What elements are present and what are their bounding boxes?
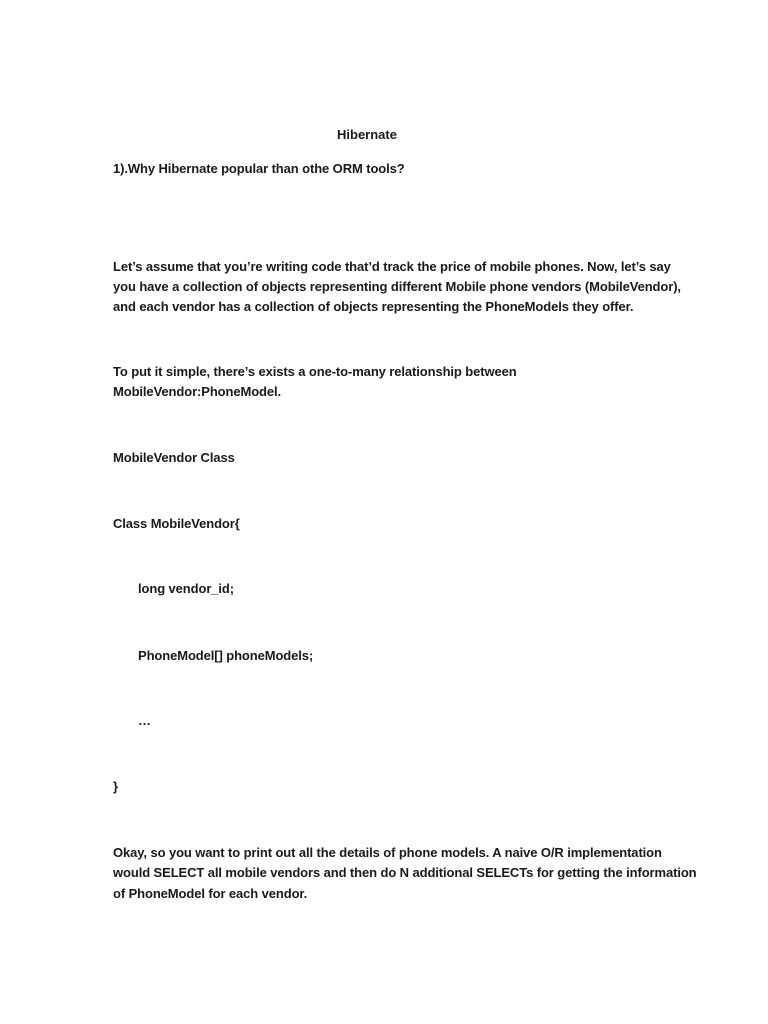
document-title: Hibernate [337, 127, 397, 142]
paragraph-1-line-1: Let’s assume that you’re writing code that’d track the price of mobile phones. Now, let’s say [113, 259, 671, 274]
paragraph-3-line-3: of PhoneModel for each vendor. [113, 886, 308, 901]
paragraph-1-line-2: you have a collection of objects representing different Mobile phone vendors (MobileVendor), [113, 279, 681, 294]
paragraph-3-line-2: would SELECT all mobile vendors and then do N additional SELECTs for getting the information [113, 865, 697, 880]
code-class-open: Class MobileVendor{ [113, 516, 240, 531]
question-heading: 1).Why Hibernate popular than othe ORM tools? [113, 161, 405, 176]
paragraph-2-line-2: MobileVendor:PhoneModel. [113, 384, 282, 399]
class-heading: MobileVendor Class [113, 450, 235, 465]
code-field-vendor-id: long vendor_id; [138, 581, 235, 596]
paragraph-2-line-1: To put it simple, there’s exists a one-to-many relationship between [113, 364, 517, 379]
code-class-close: } [113, 779, 118, 794]
paragraph-3-line-1: Okay, so you want to print out all the details of phone models. A naive O/R implementation [113, 845, 662, 860]
code-ellipsis: … [138, 713, 151, 728]
paragraph-1-line-3: and each vendor has a collection of objects representing the PhoneModels they offer. [113, 299, 634, 314]
code-field-phone-models: PhoneModel[] phoneModels; [138, 648, 314, 663]
